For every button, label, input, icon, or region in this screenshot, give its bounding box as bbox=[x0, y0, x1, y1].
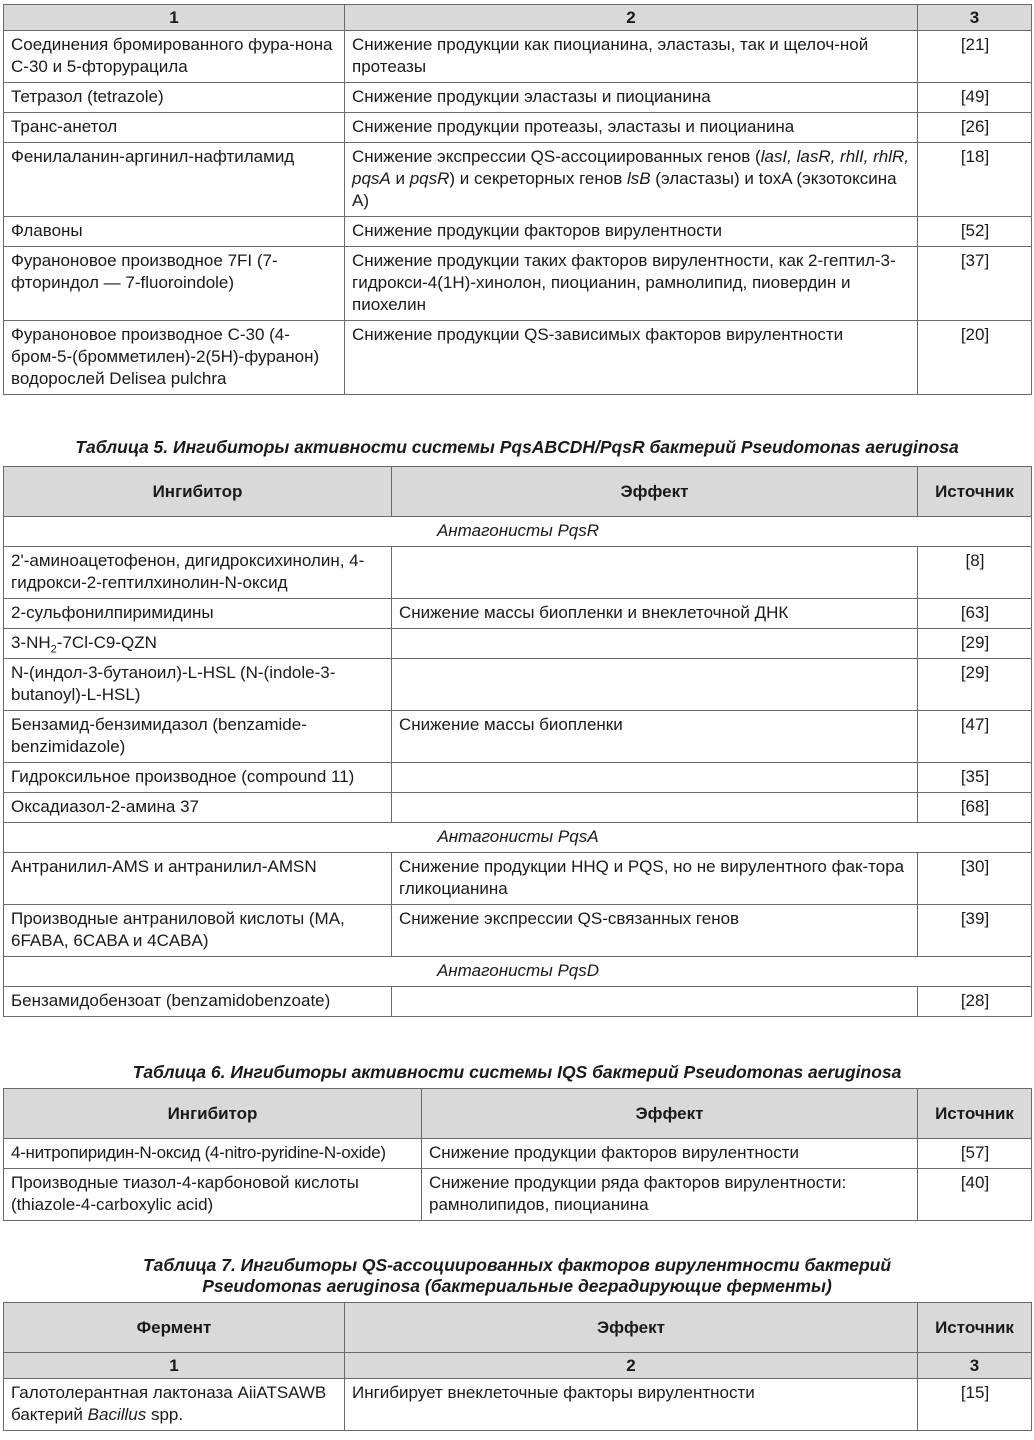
inhibitor-cell: Гидроксильное производное (compound 11) bbox=[4, 763, 392, 793]
column-header-inhibitor: Ингибитор bbox=[4, 467, 392, 517]
column-number: 2 bbox=[345, 1353, 918, 1379]
source-cell: [39] bbox=[918, 905, 1032, 957]
inhibitor-cell: Производные антраниловой кислоты (MA, 6FABA, 6CABA и 4CABA) bbox=[4, 905, 392, 957]
effect-cell: Снижение продукции протеазы, эластазы и пиоцианина bbox=[345, 113, 918, 143]
table-row bbox=[4, 143, 1032, 217]
inhibitor-cell: 2'-аминоацетофенон, дигидроксихинолин, 4-гидрокси-2-гептилхинолин-N-оксид bbox=[4, 547, 392, 599]
source-cell: [68] bbox=[918, 793, 1032, 823]
effect-cell bbox=[392, 763, 918, 793]
table-row bbox=[4, 83, 1032, 113]
table-7-caption-line-2: Pseudomonas aeruginosa (бактериальные деградирующие ферменты) bbox=[202, 1276, 832, 1296]
inhibitor-cell: Транс-анетол bbox=[4, 113, 345, 143]
table-row bbox=[4, 763, 1032, 793]
source-cell: [63] bbox=[918, 599, 1032, 629]
column-header-effect: Эффект bbox=[345, 1303, 918, 1353]
table-row bbox=[4, 113, 1032, 143]
column-number-row bbox=[4, 1353, 1032, 1379]
effect-cell: Снижение продукции HHQ и PQS, но не вирулентного фак-тора гликоцианина bbox=[392, 853, 918, 905]
inhibitor-cell: Тетразол (tetrazole) bbox=[4, 83, 345, 113]
effect-cell: Снижение массы биопленки bbox=[392, 711, 918, 763]
inhibitor-cell: Фенилаланин-аргинил-нафтиламид bbox=[4, 143, 345, 217]
table-row bbox=[4, 853, 1032, 905]
source-cell: [37] bbox=[918, 247, 1032, 321]
table-row bbox=[4, 1169, 1032, 1221]
table-header-row bbox=[4, 1089, 1032, 1139]
table-row bbox=[4, 987, 1032, 1017]
effect-cell: Снижение продукции как пиоцианина, эластазы, так и щелоч-ной протеазы bbox=[345, 31, 918, 83]
effect-cell: Ингибирует внеклеточные факторы вирулентности bbox=[345, 1379, 918, 1431]
enzyme-cell: Галотолерантная лактоназа AiiATSAWB бактерий Bacillus spp. bbox=[4, 1379, 345, 1431]
column-number: 3 bbox=[918, 5, 1032, 31]
inhibitor-cell: Фураноновое производное С-30 (4-бром-5-(бромметилен)-2(5H)-фуранон) водорослей Delisea pulchra bbox=[4, 321, 345, 395]
table-row bbox=[4, 321, 1032, 395]
inhibitor-cell: Производные тиазол-4-карбоновой кислоты (thiazole-4-carboxylic acid) bbox=[4, 1169, 422, 1221]
source-cell: [57] bbox=[918, 1139, 1032, 1169]
effect-cell: Снижение продукции ряда факторов вирулентности: рамнолипидов, пиоцианина bbox=[422, 1169, 918, 1221]
source-cell: [21] bbox=[918, 31, 1032, 83]
column-header-effect: Эффект bbox=[392, 467, 918, 517]
group-row bbox=[4, 957, 1032, 987]
effect-cell bbox=[392, 547, 918, 599]
effect-cell: Снижение экспрессии QS-связанных генов bbox=[392, 905, 918, 957]
table-row bbox=[4, 629, 1032, 659]
effect-cell bbox=[392, 793, 918, 823]
table-7-caption-line-1: Таблица 7. Ингибиторы QS-ассоциированных факторов вирулентности бактерий bbox=[142, 1255, 892, 1275]
inhibitor-cell: Бензамидобензоат (benzamidobenzoate) bbox=[4, 987, 392, 1017]
effect-cell bbox=[392, 659, 918, 711]
column-number: 1 bbox=[4, 1353, 345, 1379]
table-row bbox=[4, 599, 1032, 629]
effect-cell: Снижение продукции факторов вирулентности bbox=[345, 217, 918, 247]
inhibitor-cell: 2-сульфонилпиримидины bbox=[4, 599, 392, 629]
table-row bbox=[4, 905, 1032, 957]
source-cell: [30] bbox=[918, 853, 1032, 905]
source-cell: [47] bbox=[918, 711, 1032, 763]
inhibitor-cell: 4-нитропиридин-N-оксид (4-nitro-pyridine-N-oxide) bbox=[4, 1139, 422, 1169]
table-row bbox=[4, 217, 1032, 247]
source-cell: [15] bbox=[918, 1379, 1032, 1431]
source-cell: [29] bbox=[918, 629, 1032, 659]
group-label-pqsd: Антагонисты PqsD bbox=[4, 957, 1032, 987]
inhibitor-cell: Бензамид-бензимидазол (benzamide-benzimidazole) bbox=[4, 711, 392, 763]
table-6-caption: Таблица 6. Ингибиторы активности системы IQS бактерий Pseudomonas aeruginosa bbox=[132, 1062, 902, 1082]
effect-cell bbox=[392, 629, 918, 659]
source-cell: [26] bbox=[918, 113, 1032, 143]
column-header-source: Источник bbox=[918, 467, 1032, 517]
column-number: 3 bbox=[918, 1353, 1032, 1379]
table-5 bbox=[3, 466, 1032, 1017]
effect-cell: Снижение массы биопленки и внеклеточной ДНК bbox=[392, 599, 918, 629]
column-header-effect: Эффект bbox=[422, 1089, 918, 1139]
effect-cell: Снижение экспрессии QS-ассоциированных генов (lasI, lasR, rhlI, rhlR, pqsA и pqsR) и секреторных генов lsB (эластазы) и toxA (экзотоксина A) bbox=[345, 143, 918, 217]
source-cell: [29] bbox=[918, 659, 1032, 711]
table-7 bbox=[3, 1302, 1032, 1431]
group-row bbox=[4, 823, 1032, 853]
table-header-row bbox=[4, 467, 1032, 517]
source-cell: [40] bbox=[918, 1169, 1032, 1221]
source-cell: [20] bbox=[918, 321, 1032, 395]
inhibitor-cell: Флавоны bbox=[4, 217, 345, 247]
table-row bbox=[4, 659, 1032, 711]
inhibitor-cell: N-(индол-3-бутаноил)-L-HSL (N-(indole-3-butanoyl)-L-HSL) bbox=[4, 659, 392, 711]
table-header-row bbox=[4, 1303, 1032, 1353]
column-number: 1 bbox=[4, 5, 345, 31]
source-cell: [49] bbox=[918, 83, 1032, 113]
table-5-caption: Таблица 5. Ингибиторы активности системы PqsABCDH/PqsR бактерий Pseudomonas aeruginosa bbox=[75, 437, 959, 457]
inhibitor-cell: Соединения бромированного фура-нона С-30 и 5-фторурацила bbox=[4, 31, 345, 83]
source-cell: [18] bbox=[918, 143, 1032, 217]
inhibitor-cell: Оксадиазол-2-амина 37 bbox=[4, 793, 392, 823]
table-row bbox=[4, 793, 1032, 823]
source-cell: [28] bbox=[918, 987, 1032, 1017]
table-row bbox=[4, 711, 1032, 763]
column-header-enzyme: Фермент bbox=[4, 1303, 345, 1353]
effect-cell bbox=[392, 987, 918, 1017]
group-label-pqsr: Антагонисты PqsR bbox=[4, 517, 1032, 547]
source-cell: [52] bbox=[918, 217, 1032, 247]
table-row bbox=[4, 547, 1032, 599]
column-number-row bbox=[4, 5, 1032, 31]
inhibitor-cell: Антранилил-AMS и антранилил-AMSN bbox=[4, 853, 392, 905]
column-header-inhibitor: Ингибитор bbox=[4, 1089, 422, 1139]
table-row bbox=[4, 1379, 1032, 1431]
group-label-pqsa: Антагонисты PqsA bbox=[4, 823, 1032, 853]
table-4-continued bbox=[3, 4, 1032, 395]
source-cell: [8] bbox=[918, 547, 1032, 599]
effect-cell: Снижение продукции QS-зависимых факторов вирулентности bbox=[345, 321, 918, 395]
table-row bbox=[4, 31, 1032, 83]
source-cell: [35] bbox=[918, 763, 1032, 793]
table-6 bbox=[3, 1088, 1032, 1221]
column-header-source: Источник bbox=[918, 1089, 1032, 1139]
inhibitor-cell: $3-NH_2-7Cl-C9$-QZN bbox=[4, 629, 392, 659]
column-number: 2 bbox=[345, 5, 918, 31]
group-row bbox=[4, 517, 1032, 547]
inhibitor-cell: Фураноновое производное 7FI (7-фториндол — 7-fluoroindole) bbox=[4, 247, 345, 321]
effect-cell: Снижение продукции таких факторов вирулентности, как 2-гептил-3-гидрокси-4(1H)-хинолон, пиоцианин, рамнолипид, пиовердин и пиохелин bbox=[345, 247, 918, 321]
table-row bbox=[4, 247, 1032, 321]
table-row bbox=[4, 1139, 1032, 1169]
effect-cell: Снижение продукции факторов вирулентности bbox=[422, 1139, 918, 1169]
column-header-source: Источник bbox=[918, 1303, 1032, 1353]
effect-cell: Снижение продукции эластазы и пиоцианина bbox=[345, 83, 918, 113]
